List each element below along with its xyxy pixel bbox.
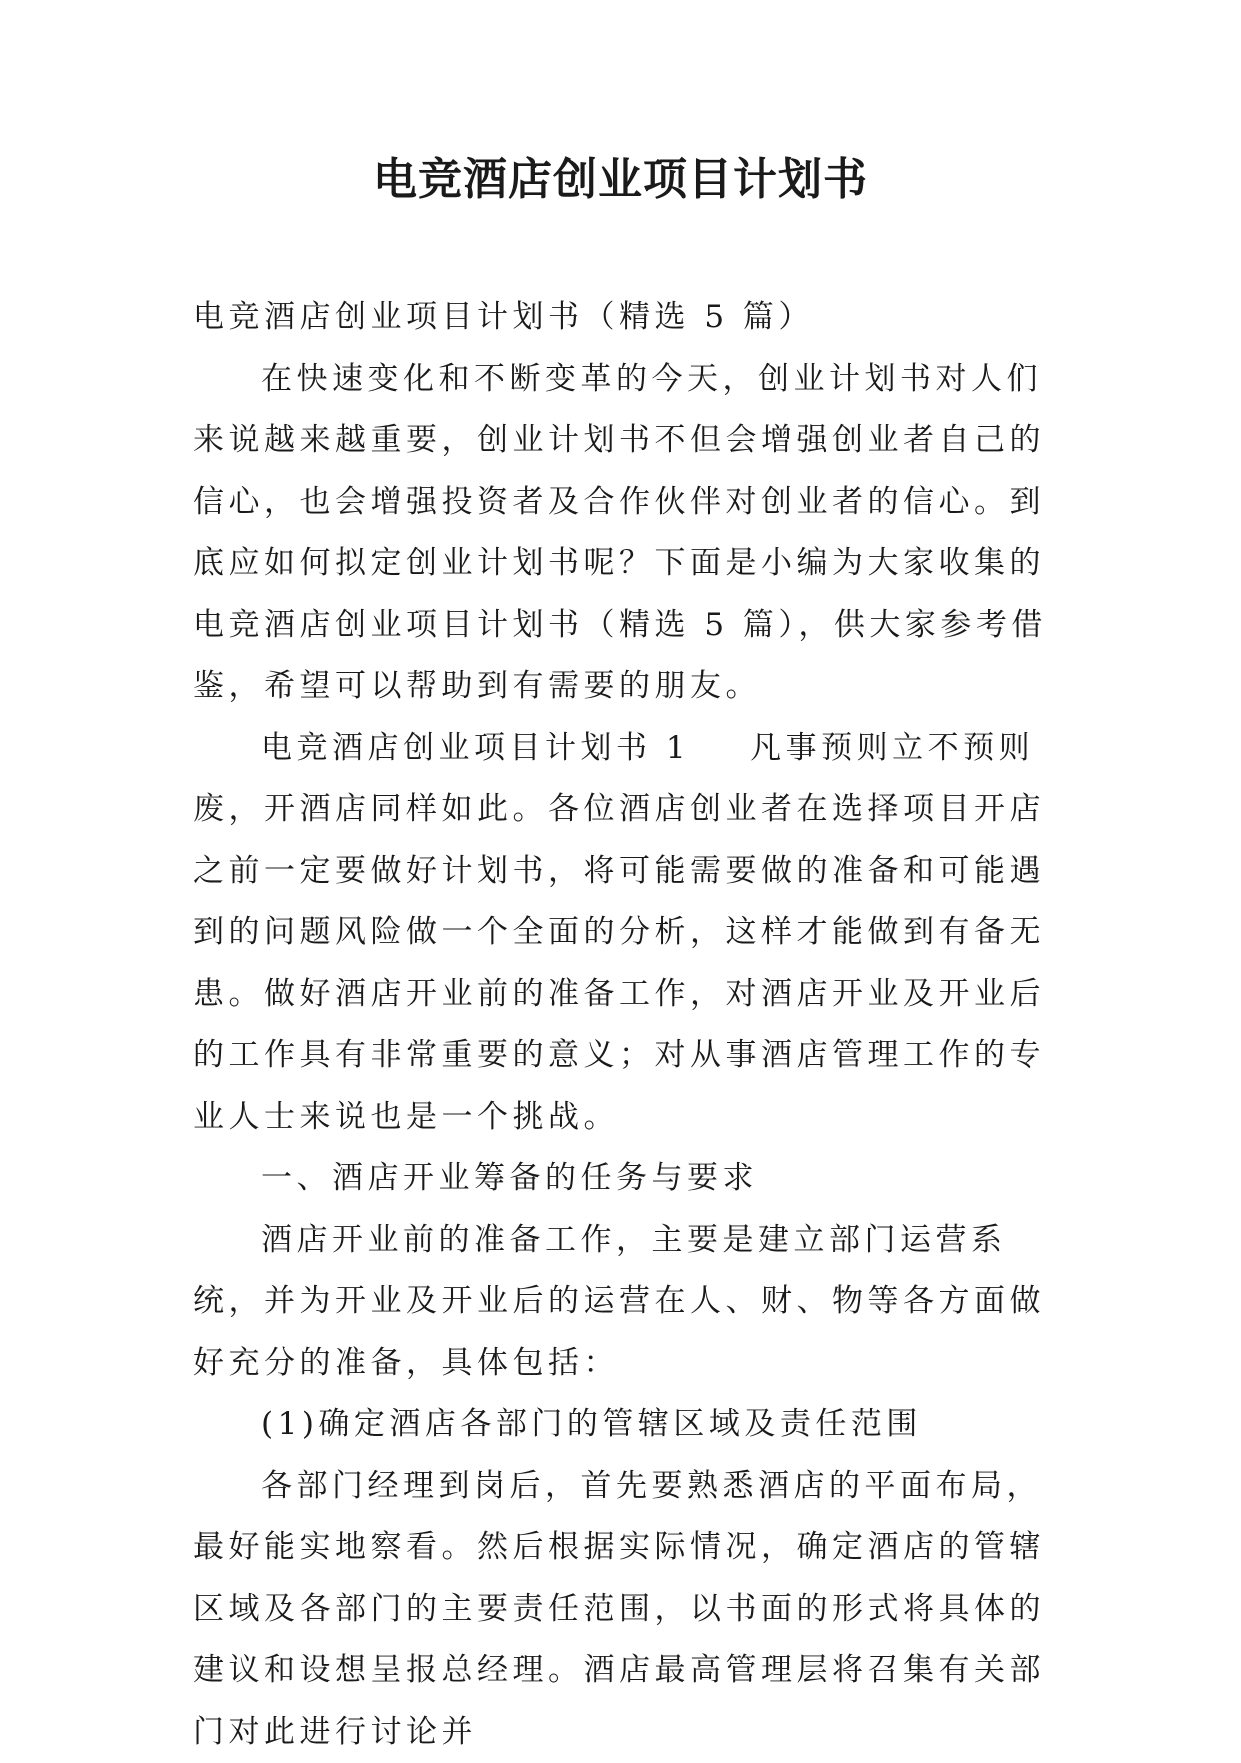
heading-one: 一、酒店开业筹备的任务与要求 xyxy=(193,1148,1053,1210)
section1-text: 凡事预则立不预则废，开酒店同样如此。各位酒店创业者在选择项目开店之前一定要做好计划书，将可能需要做的准备和可能遇到的问题风险做一个全面的分析，这样才能做到有备无患。做好酒店开业前的准备工作，对酒店开业及开业后的工作具有非常重要的意义；对从事酒店管理工作的专业人士来说也是一个挑战。 xyxy=(193,730,1045,1135)
item1-paragraph: 各部门经理到岗后，首先要熟悉酒店的平面布局，最好能实地察看。然后根据实际情况，确定酒店的管辖区域及各部门的主要责任范围，以书面的形式将具体的建议和设想呈报总经理。酒店最高管理层将召集有关部门对此进行讨论并 xyxy=(193,1456,1053,1763)
section1-heading: 电竞酒店创业项目计划书 1 xyxy=(261,730,690,766)
document-body xyxy=(193,287,1053,1763)
prep-paragraph: 酒店开业前的准备工作，主要是建立部门运营系统，并为开业及开业后的运营在人、财、物等各方面做好充分的准备，具体包括： xyxy=(193,1210,1053,1395)
item1-heading: (1)确定酒店各部门的管辖区域及责任范围 xyxy=(193,1394,1053,1456)
intro-paragraph: 在快速变化和不断变革的今天，创业计划书对人们来说越来越重要，创业计划书不但会增强创业者自己的信心，也会增强投资者及合作伙伴对创业者的信心。到底应如何拟定创业计划书呢？下面是小编为大家收集的电竞酒店创业项目计划书（精选 5 篇），供大家参考借鉴，希望可以帮助到有需要的朋友。 xyxy=(193,349,1053,718)
document-title: 电竞酒店创业项目计划书 xyxy=(0,150,1241,210)
section1-paragraph xyxy=(193,718,1053,1149)
subtitle-paragraph: 电竞酒店创业项目计划书（精选 5 篇） xyxy=(193,287,1053,349)
